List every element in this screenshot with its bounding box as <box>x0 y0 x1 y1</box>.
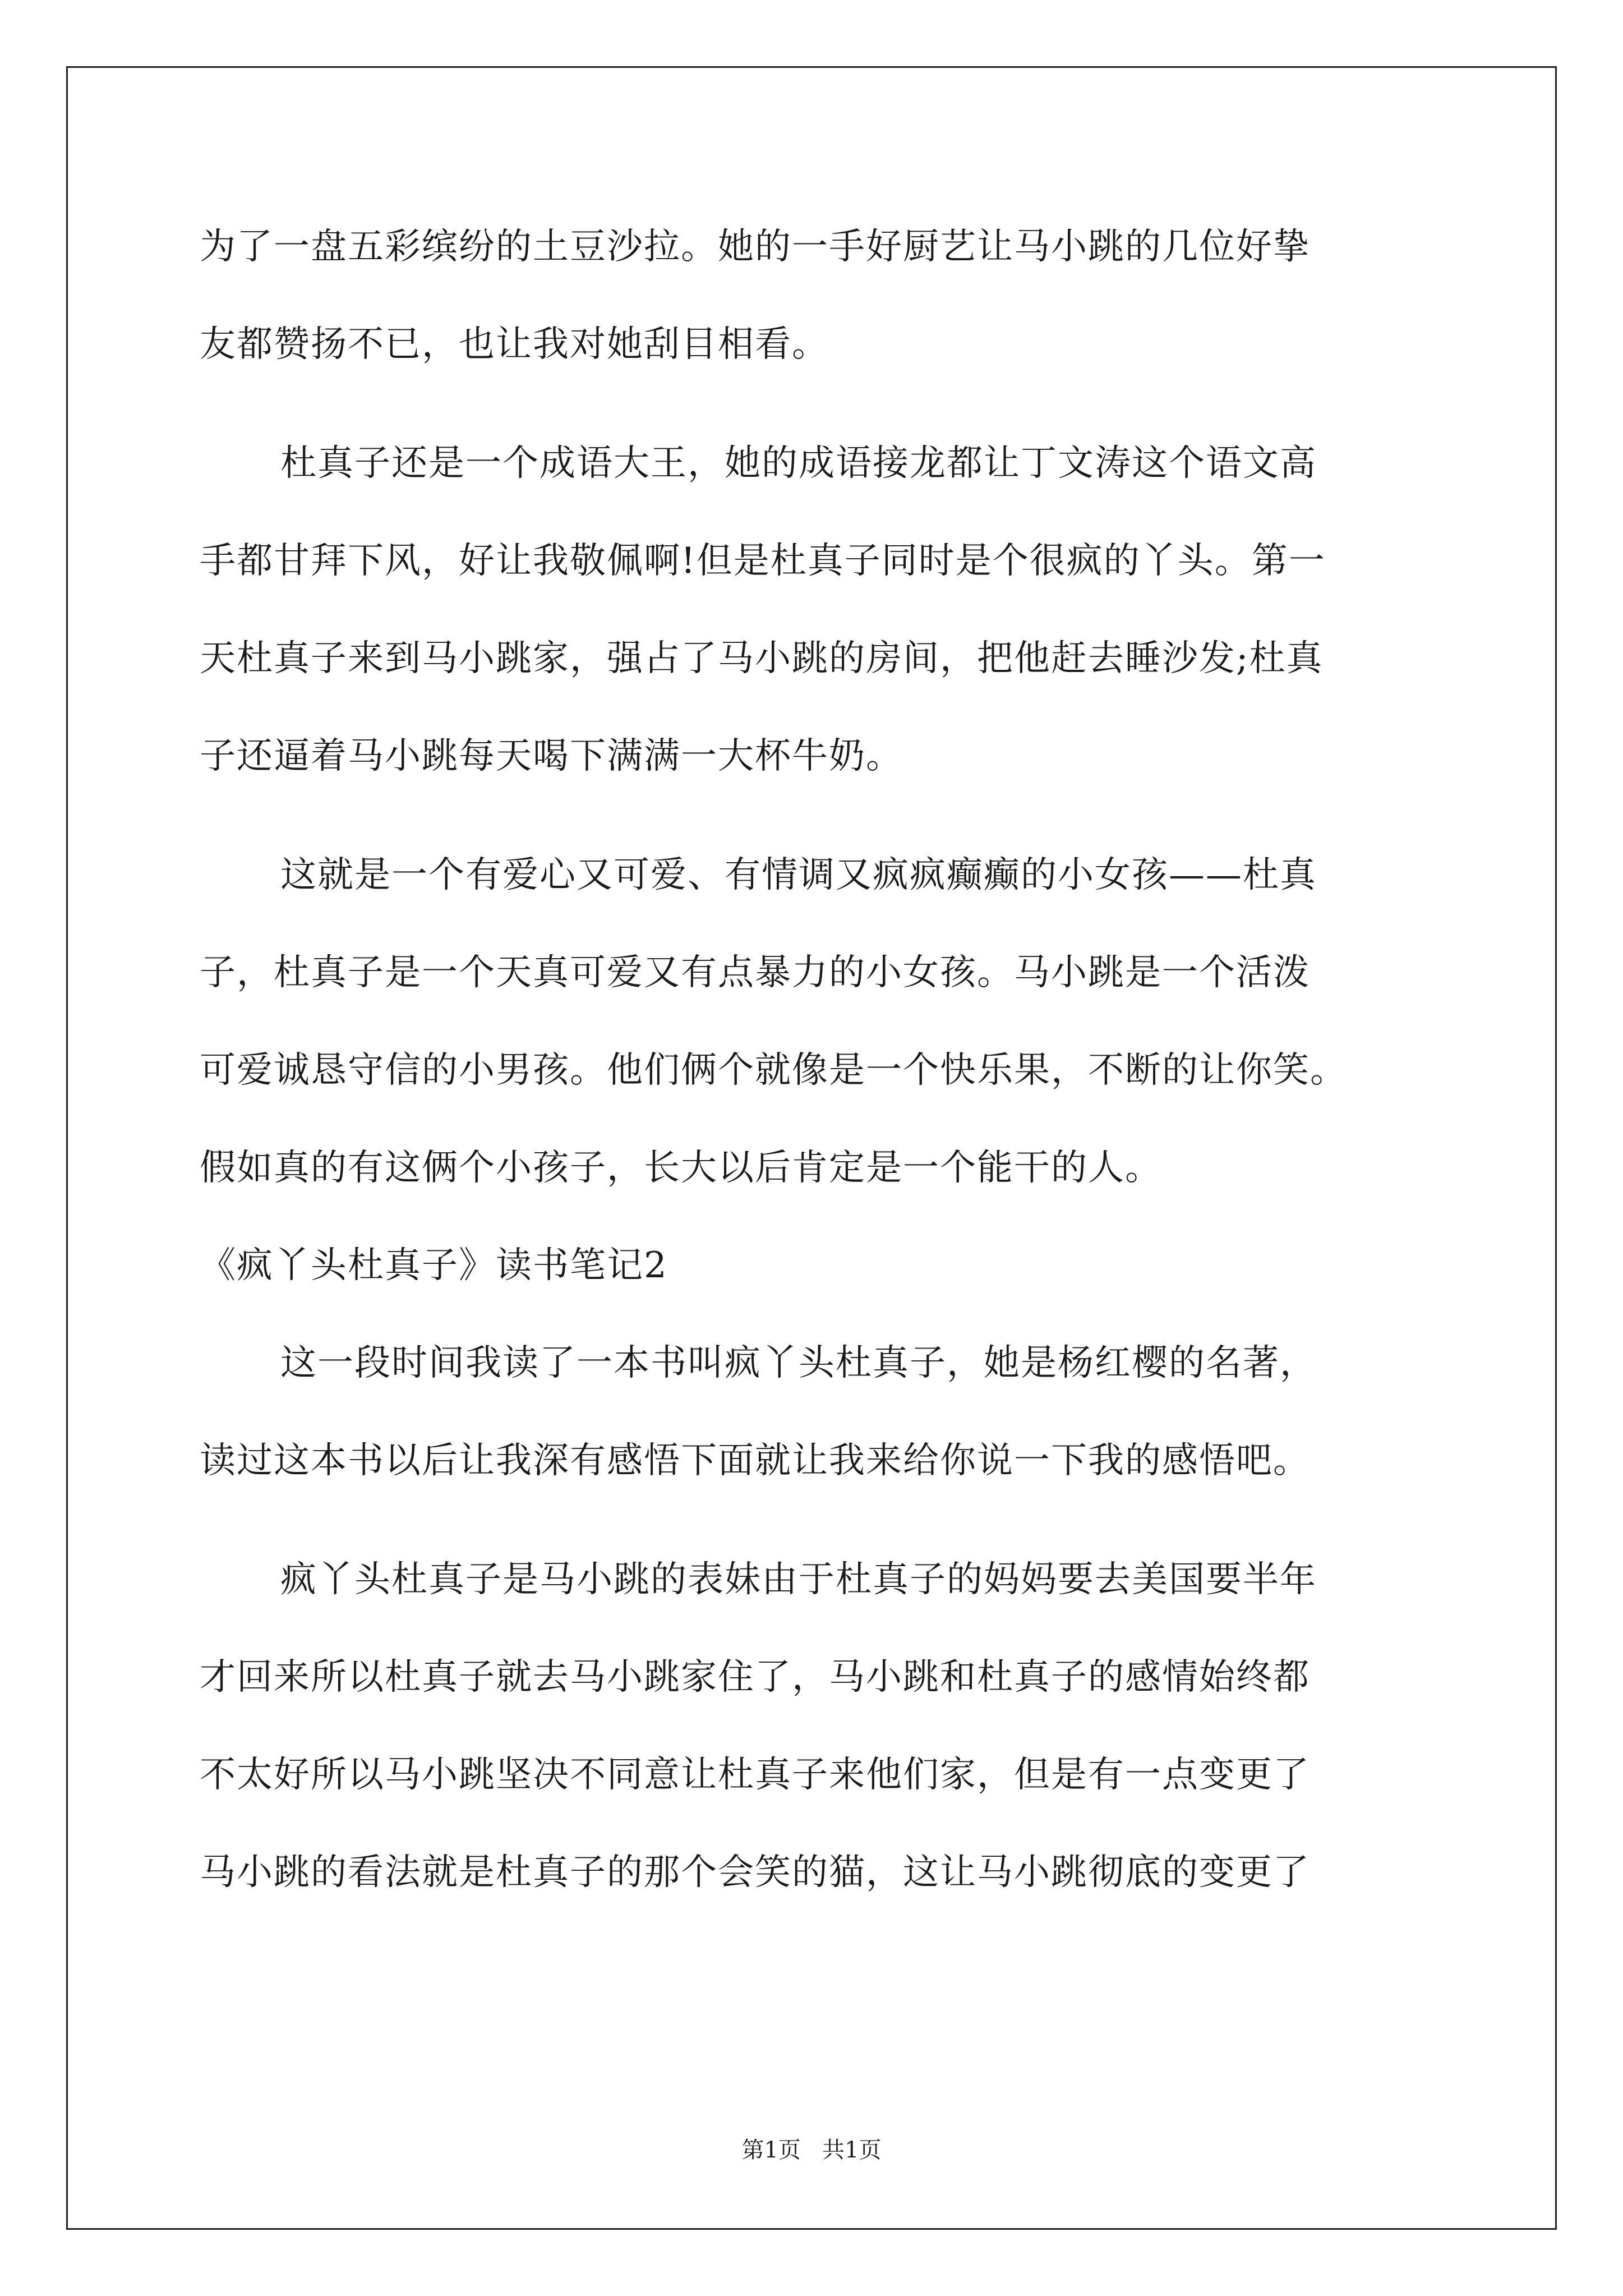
text-line: 马小跳的看法就是杜真子的那个会笑的猫，这让马小跳彻底的变更了 <box>200 1852 1310 1893</box>
text-line: 不太好所以马小跳坚决不同意让杜真子来他们家，但是有一点变更了 <box>200 1754 1310 1796</box>
paragraph-start-line: 这一段时间我读了一本书叫疯丫头杜真子，她是杨红樱的名著， <box>280 1342 1317 1384</box>
text-line: 为了一盘五彩缤纷的土豆沙拉。她的一手好厨艺让马小跳的几位好挚 <box>200 226 1310 268</box>
text-line: 才回来所以杜真子就去马小跳家住了，马小跳和杜真子的感情始终都 <box>200 1657 1310 1698</box>
page-number-footer: 第1页 共1页 <box>741 2137 882 2163</box>
text-line: 子，杜真子是一个天真可爱又有点暴力的小女孩。马小跳是一个活泼 <box>200 952 1310 993</box>
paragraph-start-line: 这就是一个有爱心又可爱、有情调又疯疯癫癫的小女孩——杜真 <box>280 854 1317 896</box>
paragraph-start-line: 疯丫头杜真子是马小跳的表妹由于杜真子的妈妈要去美国要半年 <box>280 1559 1317 1600</box>
text-line: 手都甘拜下风，好让我敬佩啊!但是杜真子同时是个很疯的丫头。第一 <box>200 540 1326 582</box>
text-line: 读过这本书以后让我深有感悟下面就让我来给你说一下我的感悟吧。 <box>200 1440 1310 1481</box>
section-heading: 《疯丫头杜真子》读书笔记2 <box>200 1245 668 1286</box>
text-line: 假如真的有这俩个小孩子，长大以后肯定是一个能干的人。 <box>200 1147 1162 1189</box>
paragraph-start-line: 杜真子还是一个成语大王，她的成语接龙都让丁文涛这个语文高 <box>280 443 1317 484</box>
text-line: 天杜真子来到马小跳家，强占了马小跳的房间，把他赶去睡沙发;杜真 <box>200 638 1324 679</box>
text-line: 可爱诚恳守信的小男孩。他们俩个就像是一个快乐果，不断的让你笑。 <box>200 1050 1347 1091</box>
text-line: 子还逼着马小跳每天喝下满满一大杯牛奶。 <box>200 735 903 777</box>
text-line: 友都赞扬不已，也让我对她刮目相看。 <box>200 324 829 365</box>
